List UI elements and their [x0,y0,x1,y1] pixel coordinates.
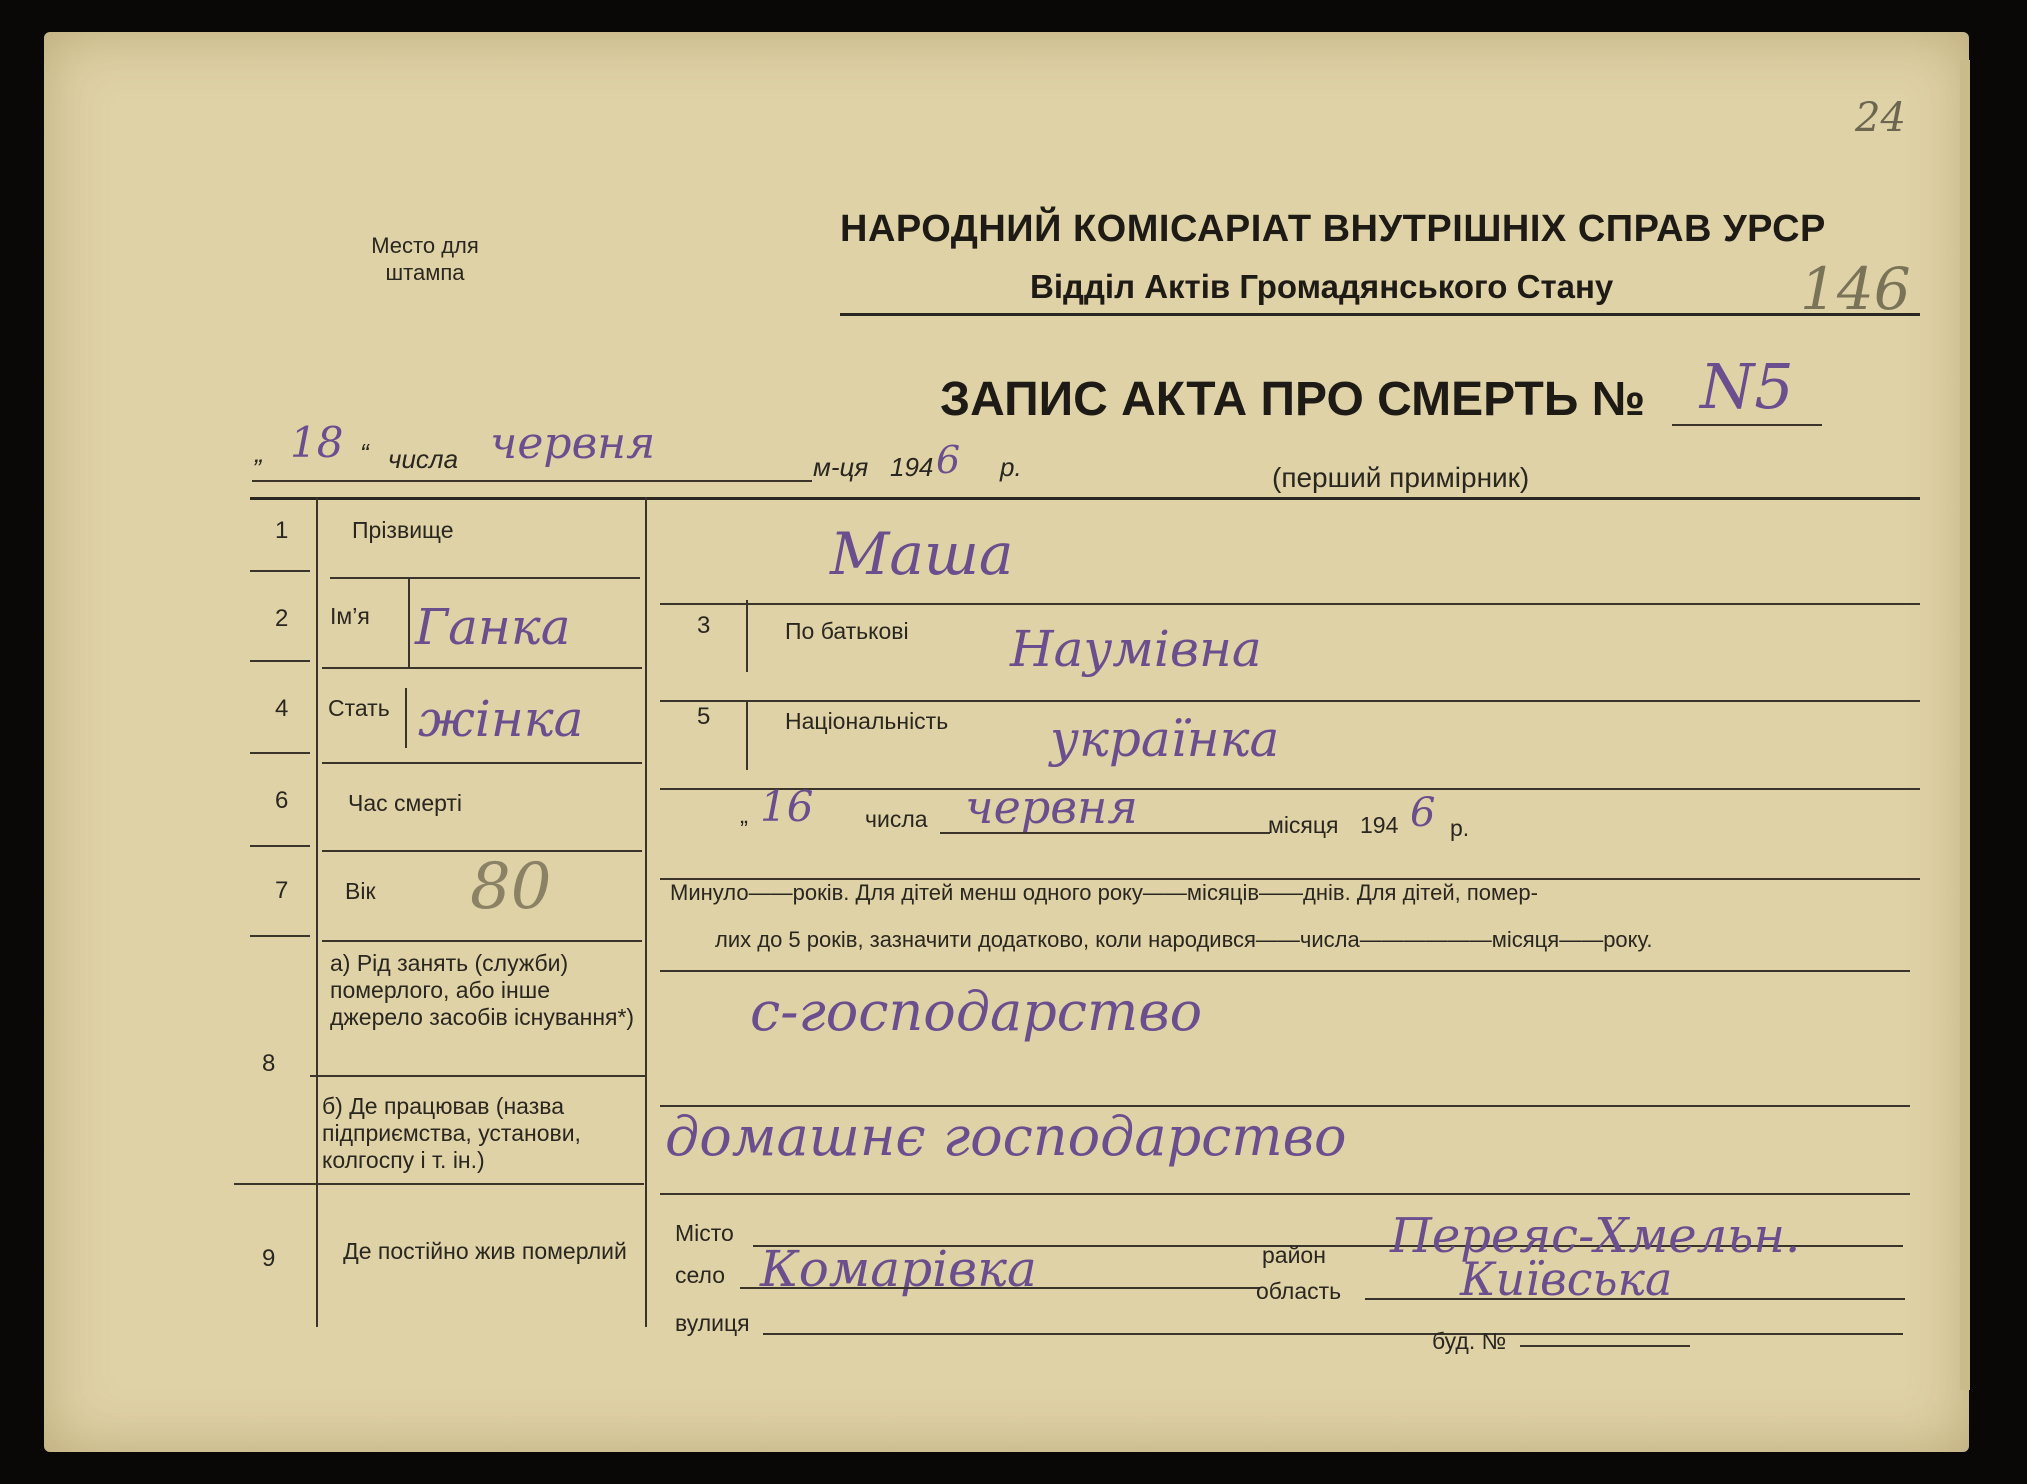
sex-divider [405,688,407,748]
building-line [1520,1345,1690,1347]
stamp-area-label: Место для штампа [371,233,479,285]
death-year-suffix: р. [1450,815,1470,841]
first-name-value: Ганка [415,598,571,656]
row-num-8: 8 [262,1050,276,1077]
reg-month: червня [490,418,656,469]
patronymic-value: Наумівна [1010,620,1262,678]
workplace-label: б) Де працював (назва підприємства, установи, колгоспу і т. ін.) [322,1093,581,1173]
row-num-7: 7 [275,877,289,904]
reg-day: 18 [290,418,344,467]
record-number-line [1672,424,1822,426]
record-title: ЗАПИС АКТА ПРО СМЕРТЬ № [940,373,1646,426]
death-time-label: Час смерті [348,790,463,816]
row-sep-left-1 [250,570,310,572]
row-sep-left-5 [250,935,310,937]
paper-edge [1960,60,1970,1390]
region-label: область [1256,1278,1342,1304]
death-day-label: числа [865,806,928,832]
row-num-9: 9 [262,1245,276,1272]
copy-note: (перший примірник) [1272,462,1530,493]
residence-label: Де постійно жив померлий [343,1238,627,1264]
reg-day-label: числа [388,444,459,474]
row-num-4: 4 [275,695,289,722]
reg-date-line [252,480,812,482]
village-line [740,1287,1260,1289]
row-sep-left-6 [234,1183,644,1185]
age-instructions-line1: Минуло——років. Для дітей менш одного року——місяців——днів. Для дітей, помер- [670,880,1538,905]
workplace-value: домашнє господарство [665,1105,1347,1168]
table-col-line-1 [316,497,318,1327]
corner-mark-mid: 146 [1800,255,1911,323]
table-col-line-2 [645,497,647,1327]
death-month-label: місяця [1268,812,1339,838]
death-open-quote: „ [740,802,748,829]
age-pencil-value: 80 [470,850,552,924]
reg-year-suffix: р. [1000,452,1022,482]
death-year-prefix: 194 [1360,812,1399,838]
ministry-heading: НАРОДНИЙ КОМІСАРІАТ ВНУТРІШНІХ СПРАВ УРСР [840,208,1826,250]
city-label: Місто [675,1220,734,1246]
sex-value: жінка [418,690,584,748]
row-sep-left-3 [250,752,310,754]
sex-line [322,762,642,764]
row-sep-left-4 [250,845,310,847]
building-label: буд. № [1432,1328,1507,1354]
reg-year-digit: 6 [936,438,961,482]
nationality-value: українка [1050,710,1280,768]
corner-mark-top: 24 [1855,95,1906,141]
department-heading: Відділ Актів Громадянського Стану [1030,268,1614,305]
nationality-num-divider [746,700,748,770]
first-name-line [322,667,642,669]
surname-label: Прізвище [352,517,454,543]
occupation-label: а) Рід занять (служби) померлого, або інше джерело засобів існування*) [330,950,635,1030]
reg-close-quote: “ [360,438,369,468]
surname-value-line [660,603,1920,605]
age-bottom-line [660,970,1910,972]
district-value: Переяс-Хмельн. [1390,1208,1801,1264]
village-value: Комарівка [760,1240,1037,1298]
patronymic-label: По батькові [785,618,909,644]
age-instructions-line2: лих до 5 років, зазначити додатково, коли народився——числа——————місяця——року. [715,927,1653,952]
street-label: вулиця [675,1310,750,1336]
death-day: 16 [760,782,814,831]
death-year-digit: 6 [1410,790,1436,836]
region-value: Київська [1460,1252,1673,1306]
nationality-line [660,788,1920,790]
surname-label-line [330,577,640,579]
age-line [322,940,642,942]
patronymic-num-divider [746,600,748,672]
district-label: район [1262,1242,1326,1268]
first-name-label: Ім’я [330,603,370,629]
archive-mark [1715,95,1906,163]
surname-value: Маша [830,520,1014,588]
occupation-value: с-господарство [750,980,1203,1043]
reg-month-label: м-ця [813,452,869,482]
occupation-label-line [310,1075,645,1077]
first-name-divider [408,578,410,668]
reg-open-quote: „ [255,438,264,468]
sex-label: Стать [328,695,390,721]
row-num-5: 5 [697,703,711,730]
age-label: Вік [345,878,376,904]
record-number: N5 [1700,350,1794,423]
header-rule [840,313,1920,316]
row-sep-left-2 [250,660,310,662]
nationality-label: Національність [785,708,949,734]
village-label: село [675,1262,725,1288]
death-month-line [940,832,1270,834]
row-num-3: 3 [697,612,711,639]
street-line [763,1333,1903,1335]
death-month: червня [965,780,1138,834]
row-num-2: 2 [275,605,289,632]
patronymic-line [660,700,1920,702]
table-top-rule [250,497,1920,500]
row-num-6: 6 [275,787,289,814]
region-line [1365,1298,1905,1300]
row-num-1: 1 [275,517,289,544]
reg-year-prefix: 194 [890,452,934,482]
workplace-line [660,1193,1910,1195]
